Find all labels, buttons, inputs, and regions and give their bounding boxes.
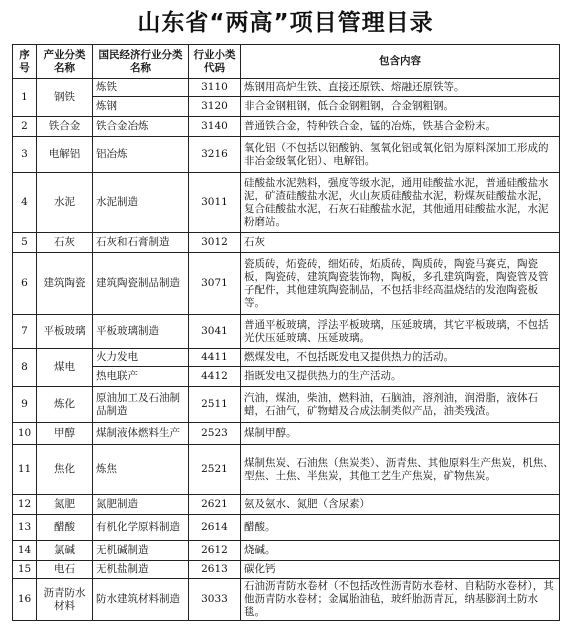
- header-content: 包含内容: [241, 45, 560, 79]
- cell-code: 2612: [189, 541, 241, 561]
- cell-seq: 15: [13, 561, 37, 579]
- table-row: [13, 173, 560, 233]
- cell-content: 燃煤发电，不包括既发电又提供热力的活动。: [241, 349, 560, 367]
- cell-content: 煤制甲醇。: [241, 423, 560, 445]
- cell-seq: 12: [13, 495, 37, 515]
- cell-code: 3140: [189, 117, 241, 137]
- table-row: [13, 117, 560, 137]
- cell-code: 2614: [189, 515, 241, 541]
- page-title: 山东省“两高”项目管理目录: [137, 10, 434, 36]
- cell-category: 氮肥: [37, 495, 93, 515]
- cell-industry: 火力发电: [93, 349, 189, 367]
- cell-code: 2621: [189, 495, 241, 515]
- cell-seq: 5: [13, 233, 37, 253]
- cell-code: 2613: [189, 561, 241, 579]
- cell-seq: 9: [13, 387, 37, 423]
- cell-seq: 4: [13, 173, 37, 233]
- cell-industry: 无机盐制造: [93, 561, 189, 579]
- table-row: [13, 541, 560, 561]
- cell-industry: 氮肥制造: [93, 495, 189, 515]
- cell-seq: 11: [13, 445, 37, 495]
- cell-content: 硅酸盐水泥熟料，强度等级水泥，通用硅酸盐水泥，普通硅酸盐水泥，矿渣硅酸盐水泥，火山灰质硅酸盐水泥，粉煤灰硅酸盐水泥，复合硅酸盐水泥，石灰石硅酸盐水泥，其他通用硅酸盐水泥，水泥粉磨站。: [241, 173, 560, 233]
- cell-code: 2511: [189, 387, 241, 423]
- cell-content: 氨及氨水、氮肥（含尿素）: [241, 495, 560, 515]
- cell-industry: 防水建筑材料制造: [93, 579, 189, 621]
- cell-category: 煤电: [37, 349, 93, 387]
- cell-industry: 热电联产: [93, 367, 189, 387]
- cell-code: 3216: [189, 137, 241, 173]
- cell-industry: 铝冶炼: [93, 137, 189, 173]
- cell-code: 3011: [189, 173, 241, 233]
- cell-seq: 6: [13, 253, 37, 315]
- cell-industry: 炼焦: [93, 445, 189, 495]
- table-row: [13, 97, 560, 117]
- cell-category: 钢铁: [37, 79, 93, 117]
- table-row: [13, 367, 560, 387]
- cell-category: 石灰: [37, 233, 93, 253]
- cell-content: 煤制焦炭、石油焦（焦炭类）、沥青焦、其他原料生产焦炭，机焦、型焦、土焦、半焦炭，其他工艺生产焦炭，矿物焦炭。: [241, 445, 560, 495]
- cell-content: 炼钢用高炉生铁、直接还原铁、熔融还原铁等。: [241, 79, 560, 97]
- cell-seq: 14: [13, 541, 37, 561]
- cell-seq: 13: [13, 515, 37, 541]
- cell-code: 4411: [189, 349, 241, 367]
- table-row: [13, 387, 560, 423]
- cell-seq: 8: [13, 349, 37, 387]
- cell-industry: 建筑陶瓷制品制造: [93, 253, 189, 315]
- cell-content: 石油沥青防水卷材（不包括改性沥青防水卷材、自粘防水卷材），其他沥青防水卷材；金属胎油毡，玻纤胎沥青瓦，纳基膨润土防水毯。: [241, 579, 560, 621]
- cell-industry: 有机化学原料制造: [93, 515, 189, 541]
- cell-code: 2521: [189, 445, 241, 495]
- cell-code: 3120: [189, 97, 241, 117]
- cell-content: 普通平板玻璃，浮法平板玻璃，压延玻璃，其它平板玻璃，不包括光伏压延玻璃、压延玻璃。: [241, 315, 560, 349]
- table-row: [13, 137, 560, 173]
- cell-code: 3071: [189, 253, 241, 315]
- cell-code: 4412: [189, 367, 241, 387]
- cell-industry: 铁合金冶炼: [93, 117, 189, 137]
- table-row: [13, 79, 560, 97]
- cell-industry: 无机碱制造: [93, 541, 189, 561]
- cell-category: 甲醇: [37, 423, 93, 445]
- cell-seq: 2: [13, 117, 37, 137]
- cell-category: 焦化: [37, 445, 93, 495]
- table-row: [13, 233, 560, 253]
- cell-category: 建筑陶瓷: [37, 253, 93, 315]
- cell-code: 3033: [189, 579, 241, 621]
- cell-category: 铁合金: [37, 117, 93, 137]
- cell-content: 瓷质砖，炻瓷砖，细炻砖，炻质砖，陶质砖，陶瓷马赛克，陶瓷板，陶瓷砖，建筑陶瓷装饰物，陶板，多孔建筑陶瓷，陶瓷管及管子配件，其他建筑陶瓷制品，不包括非经高温烧结的发泡陶瓷板等。: [241, 253, 560, 315]
- cell-category: 醋酸: [37, 515, 93, 541]
- table-row: [13, 349, 560, 367]
- cell-category: 平板玻璃: [37, 315, 93, 349]
- header-row: [13, 45, 560, 79]
- table-row: [13, 253, 560, 315]
- catalog-table: [12, 44, 560, 621]
- cell-code: 3012: [189, 233, 241, 253]
- table-row: [13, 515, 560, 541]
- table-row: [13, 315, 560, 349]
- cell-category: 电石: [37, 561, 93, 579]
- table-body: [13, 79, 560, 621]
- cell-category: 炼化: [37, 387, 93, 423]
- cell-industry: 原油加工及石油制品制造: [93, 387, 189, 423]
- cell-content: 烧碱。: [241, 541, 560, 561]
- table-row: [13, 423, 560, 445]
- cell-content: 汽油，煤油，柴油，燃料油，石脑油，溶剂油，润滑脂，液体石蜡，石油气，矿物蜡及合成法制类似产品，油类残渣。: [241, 387, 560, 423]
- cell-industry: 平板玻璃制造: [93, 315, 189, 349]
- table-row: [13, 495, 560, 515]
- cell-content: 石灰: [241, 233, 560, 253]
- cell-code: 3110: [189, 79, 241, 97]
- cell-content: 氧化铝（不包括以铝酸钠、氢氧化铝或氧化铝为原料深加工形成的非冶金级氧化铝）、电解铝。: [241, 137, 560, 173]
- cell-category: 水泥: [37, 173, 93, 233]
- header-seq: 序号: [13, 45, 37, 79]
- cell-industry: 石灰和石膏制造: [93, 233, 189, 253]
- cell-seq: 16: [13, 579, 37, 621]
- cell-industry: 炼铁: [93, 79, 189, 97]
- cell-content: 非合金钢粗钢，低合金钢粗钢，合金钢粗钢。: [241, 97, 560, 117]
- cell-content: 醋酸。: [241, 515, 560, 541]
- cell-code: 3041: [189, 315, 241, 349]
- cell-industry: 煤制液体燃料生产: [93, 423, 189, 445]
- cell-industry: 水泥制造: [93, 173, 189, 233]
- cell-seq: 7: [13, 315, 37, 349]
- header-industry: 国民经济行业分类名称: [93, 45, 189, 79]
- table-row: [13, 445, 560, 495]
- cell-seq: 3: [13, 137, 37, 173]
- cell-industry: 炼钢: [93, 97, 189, 117]
- cell-category: 沥青防水材料: [37, 579, 93, 621]
- cell-content: 指既发电又提供热力的生产活动。: [241, 367, 560, 387]
- table-row: [13, 561, 560, 579]
- cell-content: 碳化钙: [241, 561, 560, 579]
- cell-seq: 10: [13, 423, 37, 445]
- cell-category: 氯碱: [37, 541, 93, 561]
- cell-category: 电解铝: [37, 137, 93, 173]
- table-row: [13, 579, 560, 621]
- header-code: 行业小类代码: [189, 45, 241, 79]
- cell-seq: 1: [13, 79, 37, 117]
- cell-content: 普通铁合金，特种铁合金，锰的冶炼，铁基合金粉末。: [241, 117, 560, 137]
- cell-code: 2523: [189, 423, 241, 445]
- header-category: 产业分类名称: [37, 45, 93, 79]
